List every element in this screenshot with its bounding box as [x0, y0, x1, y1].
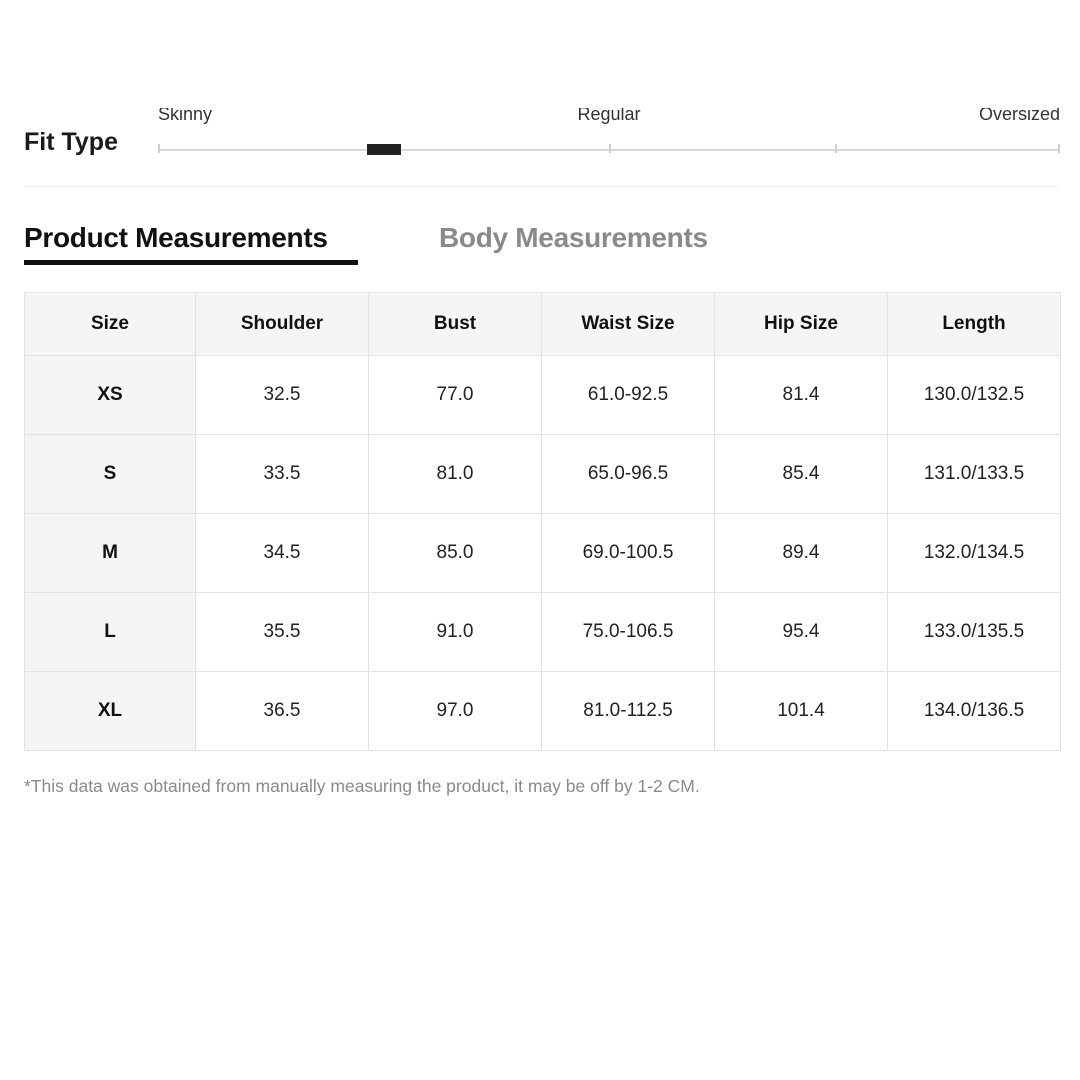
waist-cell: 75.0-106.5 — [542, 593, 715, 672]
hip-cell: 89.4 — [715, 514, 888, 593]
active-tab-underline — [24, 260, 358, 265]
bust-cell: 81.0 — [369, 435, 542, 514]
waist-cell: 81.0-112.5 — [542, 672, 715, 751]
shoulder-cell: 36.5 — [196, 672, 369, 751]
table-header-row — [25, 293, 1061, 356]
size-cell: S — [25, 435, 196, 514]
fit-type-section — [24, 108, 1060, 188]
hip-cell: 101.4 — [715, 672, 888, 751]
bust-cell: 91.0 — [369, 593, 542, 672]
bust-cell: 77.0 — [369, 356, 542, 435]
size-cell: L — [25, 593, 196, 672]
fit-scale-tick — [609, 144, 611, 153]
length-cell: 130.0/132.5 — [888, 356, 1061, 435]
measurement-tabs — [24, 222, 824, 266]
length-cell: 133.0/135.5 — [888, 593, 1061, 672]
hip-cell: 81.4 — [715, 356, 888, 435]
hip-cell: 95.4 — [715, 593, 888, 672]
header-length: Length — [888, 293, 1061, 356]
fit-marker — [367, 144, 401, 155]
table-row — [25, 593, 1061, 672]
size-chart-table — [24, 292, 1061, 751]
fit-label-regular: Regular — [577, 108, 641, 124]
size-cell: M — [25, 514, 196, 593]
shoulder-cell: 34.5 — [196, 514, 369, 593]
header-size: Size — [25, 293, 196, 356]
bust-cell: 85.0 — [369, 514, 542, 593]
hip-cell: 85.4 — [715, 435, 888, 514]
header-shoulder: Shoulder — [196, 293, 369, 356]
length-cell: 134.0/136.5 — [888, 672, 1061, 751]
bust-cell: 97.0 — [369, 672, 542, 751]
shoulder-cell: 33.5 — [196, 435, 369, 514]
fit-scale-tick — [158, 144, 160, 153]
length-cell: 132.0/134.5 — [888, 514, 1061, 593]
length-cell: 131.0/133.5 — [888, 435, 1061, 514]
table-row — [25, 672, 1061, 751]
section-divider — [24, 186, 1060, 187]
waist-cell: 61.0-92.5 — [542, 356, 715, 435]
shoulder-cell: 32.5 — [196, 356, 369, 435]
table-row — [25, 356, 1061, 435]
fit-label-oversized: Oversized — [978, 108, 1060, 124]
header-hip-size: Hip Size — [715, 293, 888, 356]
table-row — [25, 435, 1061, 514]
size-cell: XS — [25, 356, 196, 435]
tab-body-measurements[interactable]: Body Measurements — [439, 222, 708, 253]
header-bust: Bust — [369, 293, 542, 356]
fit-type-title: Fit Type — [24, 128, 118, 156]
tab-product-measurements[interactable]: Product Measurements — [24, 222, 328, 253]
fit-type-scale — [158, 108, 1060, 158]
fit-label-skinny: Skinny — [158, 108, 213, 124]
shoulder-cell: 35.5 — [196, 593, 369, 672]
fit-scale-tick — [1058, 144, 1060, 153]
waist-cell: 69.0-100.5 — [542, 514, 715, 593]
fit-scale-tick — [835, 144, 837, 153]
measurement-footnote: *This data was obtained from manually measuring the product, it may be off by 1-2 CM. — [24, 776, 700, 796]
header-waist-size: Waist Size — [542, 293, 715, 356]
size-cell: XL — [25, 672, 196, 751]
table-row — [25, 514, 1061, 593]
waist-cell: 65.0-96.5 — [542, 435, 715, 514]
